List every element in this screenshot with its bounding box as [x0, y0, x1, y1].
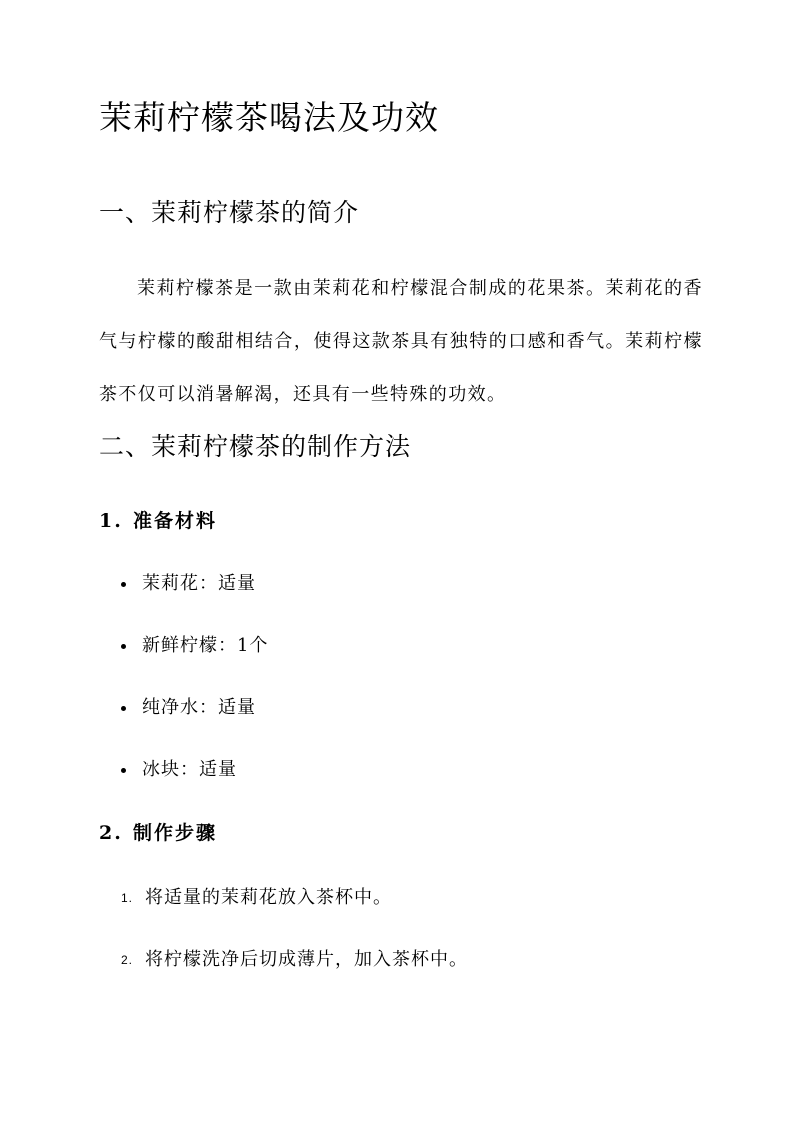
subheading-materials: [99, 508, 217, 534]
list-item-text: 新鲜柠檬：1个: [142, 635, 269, 656]
section-heading-method: 二、茉莉柠檬茶的制作方法: [99, 432, 412, 461]
list-item: [121, 695, 256, 721]
bullet-icon: [121, 644, 126, 649]
step-number: 1.: [121, 891, 134, 905]
bullet-icon: [121, 768, 126, 773]
subheading-label: 准备材料: [133, 510, 218, 532]
list-item-text: 冰块：适量: [142, 759, 237, 780]
subheading-number: 2.: [99, 822, 123, 844]
step-text: 将柠檬洗净后切成薄片，加入茶杯中。: [145, 949, 468, 970]
step-item: [121, 947, 468, 973]
subheading-number: 1.: [99, 510, 123, 532]
step-text: 将适量的茉莉花放入茶杯中。: [145, 887, 392, 908]
subheading-label: 制作步骤: [133, 822, 218, 844]
bullet-icon: [121, 706, 126, 711]
subheading-steps: [99, 820, 217, 846]
list-item-text: 纯净水：适量: [142, 697, 256, 718]
step-item: [121, 885, 392, 911]
list-item-text: 茉莉花：适量: [142, 573, 256, 594]
intro-paragraph: 茉莉柠檬茶是一款由茉莉花和柠檬混合制成的花果茶。茉莉花的香气与柠檬的酸甜相结合，使得这款茶具有独特的口感和香气。茉莉柠檬茶不仅可以消暑解渴，还具有一些特殊的功效。: [99, 278, 703, 405]
section-heading-intro: 一、茉莉柠檬茶的简介: [99, 198, 360, 227]
list-item: [121, 633, 268, 659]
list-item: [121, 757, 237, 783]
bullet-icon: [121, 582, 126, 587]
step-number: 2.: [121, 953, 134, 967]
list-item: [121, 571, 256, 597]
document-title: 茉莉柠檬茶喝法及功效: [99, 98, 439, 137]
